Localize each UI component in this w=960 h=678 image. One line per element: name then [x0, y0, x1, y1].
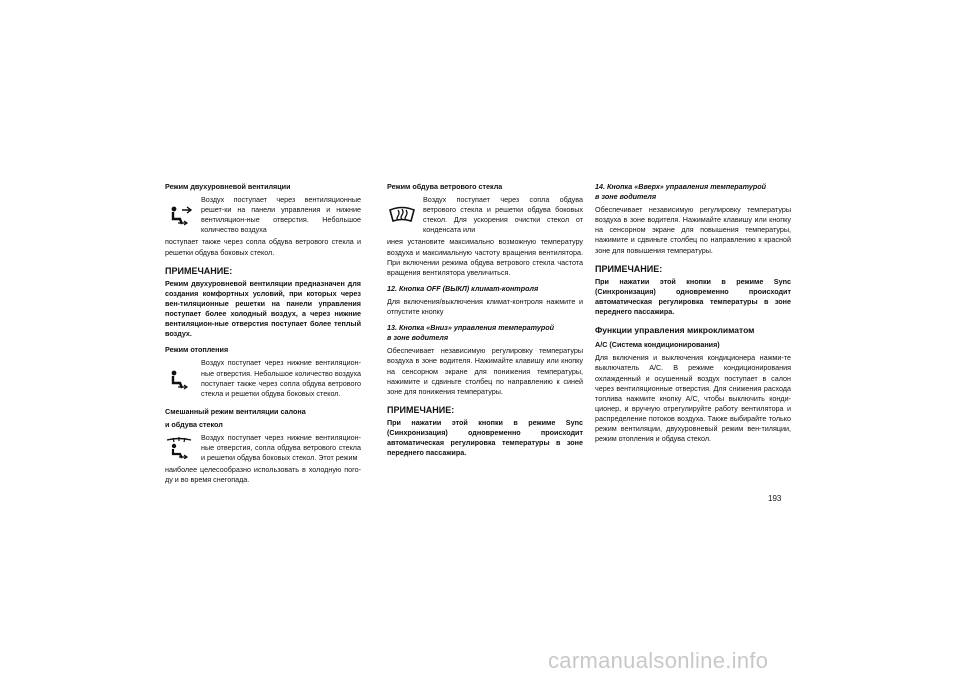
bilevel-text: Воздух поступает через вентиляционные решет-ки на панели управления и нижние вентиляцион-ные отверстия. Небольшое количество воздуха	[201, 195, 361, 235]
up-text: Обеспечивает независимую регулировку температуры воздуха в зоне водителя. Нажимайте клавишу или кнопку на сенсорном экране для повышения температуры, нажимите и сдвиньте столбец по направлению к красной зоне для повышения температуры.	[595, 205, 791, 255]
down-heading-2: в зоне водителя	[387, 333, 449, 343]
ac-text: Для включения и выключения кондиционера нажми-те выключатель A/C. В режиме кондиционирования охлажденный и осушенный воздух поступает в салон через вентиляционные отверстия. Для снижения расхода топлива нажмите кнопку A/C, чтобы выключить конди-ционер, и вручную отрегулируйте работу вентилятора и распределение потоков воздуха. Также выбирайте только режим вентиляции, двухуровневый режим вен-тиляции, режим отопления и обдува стекол.	[595, 353, 791, 444]
watermark: carmanualsonline.info	[548, 648, 769, 673]
bilevel-mode-icon	[165, 204, 195, 226]
heating-block	[165, 358, 361, 398]
off-text: Для включения/выключения климат-контроля нажмите и отпустите кнопку	[387, 296, 583, 317]
defrost-text-cont: инея установите максимально возможную температуру воздуха и максимальную частоту вращения вентилятора. При включении режима обдува ветрового стекла частота вращения вентилятора увеличиться.	[387, 237, 583, 277]
column-middle	[387, 182, 583, 461]
ac-heading: A/C (Система кондиционирования)	[595, 340, 720, 350]
bilevel-heading: Режим двухуровневой вентиляции	[165, 182, 291, 191]
mix-block	[165, 433, 361, 463]
down-text: Обеспечивает независимую регулировку температуры воздуха в зоне водителя. Нажимайте клавишу или кнопку на сенсорном экране для понижения температуры, нажимите и сдвиньте столбец по направлению к синей зоне для понижения температуры.	[387, 346, 583, 396]
up-heading-2: в зоне водителя	[595, 192, 657, 202]
defrost-mode-icon	[387, 204, 417, 226]
mix-text-cont: наиболее целесообразно использовать в холодную пого-ду и во время снегопада.	[165, 465, 361, 485]
bilevel-block	[165, 195, 361, 235]
down-heading-1: 13. Кнопка «Вниз» управления температурой	[387, 323, 555, 333]
note-heading: ПРИМЕЧАНИЕ:	[387, 404, 455, 415]
defrost-text: Воздух поступает через сопла обдува ветрового стекла и решетки обдува боковых стекол. Для ускорения очистки стекол от конденсата или	[423, 195, 583, 235]
defrost-block	[387, 195, 583, 235]
note-heading: ПРИМЕЧАНИЕ:	[165, 265, 233, 276]
mix-heading-1: Смешанный режим вентиляции салона	[165, 406, 306, 416]
note-text: При нажатии этой кнопки в режиме Sync (Синхронизация) одновременно происходит автоматическая регулировка температуры в зоне переднего пассажира.	[387, 417, 583, 458]
note-heading: ПРИМЕЧАНИЕ:	[595, 263, 663, 274]
defrost-heading: Режим обдува ветрового стекла	[387, 182, 503, 191]
column-right	[595, 182, 791, 447]
note-text: Режим двухуровневой вентиляции предназначен для создания комфортных условий, при которых через вен-тиляционные решетки на панели управления поступает более холодный воздух, а через нижние вентиляцион-ные отверстия поступает более теплый воздух.	[165, 278, 361, 339]
page-number: 193	[768, 494, 782, 503]
floor-mode-icon	[165, 368, 195, 390]
mix-mode-icon	[165, 437, 195, 459]
column-left	[165, 182, 361, 488]
heating-heading: Режим отопления	[165, 345, 229, 355]
bilevel-text-cont: поступает также через сопла обдува ветрового стекла и решетки обдува боковых стекол.	[165, 237, 361, 257]
up-heading-1: 14. Кнопка «Вверх» управления температурой	[595, 182, 767, 191]
note-text: При нажатии этой кнопки в режиме Sync (Синхронизация) одновременно происходит автоматическая регулировка температуры в зоне переднего пассажира.	[595, 276, 791, 317]
heating-text: Воздух поступает через нижние вентиляцион-ные отверстия. Небольшое количество воздуха поступает также через сопла обдува ветрового стекла и решетки обдува боковых стекол.	[201, 358, 361, 398]
off-heading: 12. Кнопка OFF (ВЫКЛ) климат-контроля	[387, 283, 539, 293]
mix-text: Воздух поступает через нижние вентиляцион-ные отверстия, сопла обдува ветрового стекла и решетки обдува боковых стекол. Этот режим	[201, 432, 361, 463]
mix-heading-2: и обдува стекол	[165, 419, 223, 429]
functions-heading: Функции управления микроклиматом	[595, 325, 755, 336]
